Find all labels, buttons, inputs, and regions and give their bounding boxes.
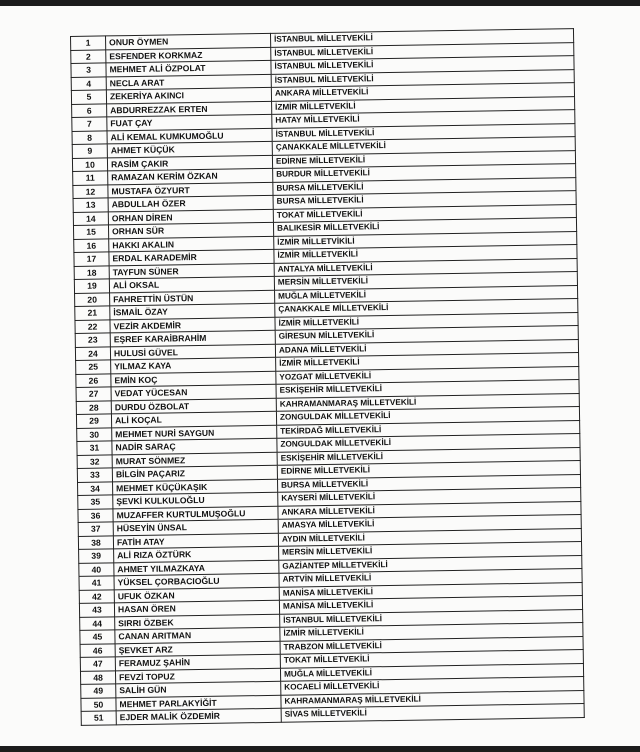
- deputy-province: ÇANAKKALE MİLLETVEKİLİ: [272, 137, 575, 155]
- row-number: 14: [73, 211, 108, 225]
- row-number: 35: [78, 495, 113, 509]
- row-number: 16: [74, 238, 109, 252]
- row-number: 29: [76, 414, 111, 428]
- deputy-name: MEHMET NURİ SAYGUN: [112, 425, 277, 441]
- deputy-province: AMASYA MİLLETVEKİLİ: [278, 515, 581, 533]
- row-number: 30: [77, 427, 112, 441]
- row-number: 41: [79, 576, 114, 590]
- deputy-name: ŞEVKET ARZ: [115, 641, 280, 657]
- deputy-name: MEHMET KÜÇÜKAŞIK: [113, 479, 278, 495]
- row-number: 27: [76, 387, 111, 401]
- deputy-province: EDİRNE MİLLETVEKİLİ: [272, 150, 575, 168]
- deputy-name: ALİ KOÇAL: [111, 411, 276, 427]
- deputy-name: UFUK ÖZKAN: [114, 587, 279, 603]
- row-number: 37: [78, 522, 113, 536]
- row-number: 8: [72, 130, 107, 144]
- deputy-name: RASİM ÇAKIR: [107, 155, 272, 171]
- deputy-name: NECLA ARAT: [106, 74, 271, 90]
- deputy-province: AYDIN MİLLETVEKİLİ: [278, 528, 581, 546]
- deputy-province: BURSA MİLLETVEKİLİ: [273, 177, 576, 195]
- deputy-province: İSTANBUL MİLLETVEKİLİ: [271, 56, 574, 74]
- deputy-name: ESFENDER KORKMAZ: [106, 47, 271, 63]
- deputy-name: HAKKI AKALIN: [109, 236, 274, 252]
- row-number: 25: [76, 360, 111, 374]
- deputy-province: ZONGULDAK MİLLETVEKİLİ: [276, 407, 579, 425]
- row-number: 38: [78, 535, 113, 549]
- row-number: 13: [73, 198, 108, 212]
- deputy-name: ZEKERİYA AKINCI: [106, 87, 271, 103]
- deputy-province: İSTANBUL MİLLETVEKİLİ: [270, 29, 573, 47]
- deputy-name: ABDULLAH ÖZER: [108, 195, 273, 211]
- row-number: 40: [79, 562, 114, 576]
- deputy-name: YÜKSEL ÇORBACIOĞLU: [114, 573, 279, 589]
- deputy-province: KAHRAMANMARAŞ MİLLETVEKİLİ: [276, 393, 579, 411]
- deputy-province: İZMİR MİLLETVEKİLİ: [272, 96, 575, 114]
- deputy-province: ESKİŞEHİR MİLLETVEKİLİ: [277, 447, 580, 465]
- deputy-name: FAHRETTİN ÜSTÜN: [110, 290, 275, 306]
- row-number: 5: [71, 90, 106, 104]
- deputy-province: SİVAS MİLLETVEKİLİ: [281, 704, 584, 722]
- deputy-name: ALİ RIZA ÖZTÜRK: [114, 546, 279, 562]
- row-number: 3: [71, 63, 106, 77]
- deputy-name: FEVZİ TOPUZ: [115, 668, 280, 684]
- deputy-province: KOCAELİ MİLLETVEKİLİ: [281, 677, 584, 695]
- deputy-province: EDİRNE MİLLETVEKİLİ: [277, 461, 580, 479]
- deputy-name: ORHAN DİREN: [108, 209, 273, 225]
- deputy-name: MURAT SÖNMEZ: [112, 452, 277, 468]
- row-number: 28: [76, 400, 111, 414]
- deputy-name: ALİ KEMAL KUMKUMOĞLU: [107, 128, 272, 144]
- row-number: 43: [79, 603, 114, 617]
- row-number: 26: [76, 373, 111, 387]
- deputy-province: İZMİR MİLLETVEKİLİ: [275, 312, 578, 330]
- row-number: 33: [77, 468, 112, 482]
- row-number: 10: [72, 157, 107, 171]
- row-number: 51: [81, 711, 116, 725]
- deputy-province: ÇANAKKALE MİLLETVEKİLİ: [275, 299, 578, 317]
- deputy-province: BURDUR MİLLETVEKİLİ: [273, 164, 576, 182]
- deputy-name: TAYFUN SÜNER: [109, 263, 274, 279]
- deputy-name: EŞREF KARAİBRAHİM: [110, 330, 275, 346]
- deputy-name: DURDU ÖZBOLAT: [111, 398, 276, 414]
- row-number: 44: [80, 616, 115, 630]
- deputy-name: FUAT ÇAY: [107, 114, 272, 130]
- deputy-name: HULUSİ GÜVEL: [110, 344, 275, 360]
- row-number: 7: [72, 117, 107, 131]
- deputy-name: AHMET KÜÇÜK: [107, 141, 272, 157]
- deputy-name: MEHMET ALİ ÖZPOLAT: [106, 60, 271, 76]
- deputy-name: NADİR SARAÇ: [112, 438, 277, 454]
- row-number: 48: [80, 670, 115, 684]
- deputy-province: MERSİN MİLLETVEKİLİ: [274, 272, 577, 290]
- deputy-name: HÜSEYİN ÜNSAL: [113, 519, 278, 535]
- deputy-province: İSTANBUL MİLLETVEKİLİ: [280, 609, 583, 627]
- deputy-province: TOKAT MİLLETVEKİLİ: [280, 650, 583, 668]
- deputy-name: ABDURREZZAK ERTEN: [107, 101, 272, 117]
- deputy-name: FATİH ATAY: [113, 533, 278, 549]
- deputy-name: ŞEVKİ KULKULOĞLU: [113, 492, 278, 508]
- deputy-province: KAYSERİ MİLLETVEKİLİ: [278, 488, 581, 506]
- deputy-name: YILMAZ KAYA: [111, 357, 276, 373]
- row-number: 45: [80, 630, 115, 644]
- deputy-name: ERDAL KARADEMİR: [109, 249, 274, 265]
- deputy-province: MUĞLA MİLLETVEKİLİ: [280, 663, 583, 681]
- deputy-province: GAZİANTEP MİLLETVEKİLİ: [279, 555, 582, 573]
- deputy-province: GİRESUN MİLLETVEKİLİ: [275, 326, 578, 344]
- deputy-province: BALIKESİR MİLLETVEKİLİ: [273, 218, 576, 236]
- row-number: 12: [73, 184, 108, 198]
- deputies-table-body: [71, 29, 585, 725]
- deputy-province: ANTALYA MİLLETVEKİLİ: [274, 258, 577, 276]
- deputy-province: ESKİŞEHİR MİLLETVEKİLİ: [276, 380, 579, 398]
- deputy-name: ALİ OKSAL: [109, 276, 274, 292]
- row-number: 32: [77, 454, 112, 468]
- deputy-province: MERSİN MİLLETVEKİLİ: [279, 542, 582, 560]
- deputy-name: CANAN ARITMAN: [115, 627, 280, 643]
- row-number: 20: [75, 292, 110, 306]
- deputy-province: İZMİR MİLLETVEKİLİ: [280, 623, 583, 641]
- deputy-province: İZMİR MİLLETVEKİLİ: [276, 353, 579, 371]
- row-number: 46: [80, 643, 115, 657]
- deputy-province: ZONGULDAK MİLLETVEKİLİ: [277, 434, 580, 452]
- row-number: 18: [74, 265, 109, 279]
- deputy-province: BURSA MİLLETVEKİLİ: [277, 474, 580, 492]
- deputy-province: HATAY MİLLETVEKİLİ: [272, 110, 575, 128]
- row-number: 22: [75, 319, 110, 333]
- deputy-name: ONUR ÖYMEN: [106, 33, 271, 49]
- deputy-name: EMİN KOÇ: [111, 371, 276, 387]
- row-number: 6: [72, 103, 107, 117]
- row-number: 24: [75, 346, 110, 360]
- deputy-name: AHMET YILMAZKAYA: [114, 560, 279, 576]
- row-number: 15: [73, 225, 108, 239]
- row-number: 42: [79, 589, 114, 603]
- row-number: 49: [81, 684, 116, 698]
- row-number: 39: [79, 549, 114, 563]
- row-number: 47: [80, 657, 115, 671]
- deputy-province: TRABZON MİLLETVEKİLİ: [280, 636, 583, 654]
- deputy-province: İZMİR MİLLETVİKİLİ: [274, 231, 577, 249]
- row-number: 23: [75, 333, 110, 347]
- deputy-name: SALİH GÜN: [116, 681, 281, 697]
- deputy-province: TOKAT MİLLETVEKİLİ: [273, 204, 576, 222]
- deputy-name: HASAN ÖREN: [114, 600, 279, 616]
- row-number: 1: [71, 36, 106, 50]
- deputy-province: TEKİRDAĞ MİLLETVEKİLİ: [277, 420, 580, 438]
- row-number: 21: [75, 306, 110, 320]
- deputy-province: MANİSA MİLLETVEKİLİ: [279, 596, 582, 614]
- deputies-table: [70, 28, 585, 725]
- row-number: 2: [71, 49, 106, 63]
- deputy-province: KAHRAMANMARAŞ MİLLETVEKİLİ: [281, 690, 584, 708]
- row-number: 34: [78, 481, 113, 495]
- deputy-province: ANKARA MİLLETVEKİLİ: [278, 501, 581, 519]
- deputy-name: BİLGİN PAÇARIZ: [112, 465, 277, 481]
- document-page: [0, 6, 640, 746]
- deputy-province: MUĞLA MİLLETVEKİLİ: [275, 285, 578, 303]
- deputy-province: İSTANBUL MİLLETVEKİLİ: [272, 123, 575, 141]
- deputy-province: BURSA MİLLETVEKİLİ: [273, 191, 576, 209]
- deputy-name: MEHMET PARLAKYİĞİT: [116, 695, 281, 711]
- deputy-name: FERAMUZ ŞAHİN: [115, 654, 280, 670]
- deputy-name: VEZİR AKDEMİR: [110, 317, 275, 333]
- row-number: 19: [74, 279, 109, 293]
- row-number: 31: [77, 441, 112, 455]
- deputy-province: MANİSA MİLLETVEKİLİ: [279, 582, 582, 600]
- deputy-province: İZMİR MİLLETVEKİLİ: [274, 245, 577, 263]
- deputy-name: MUZAFFER KURTULMUŞOĞLU: [113, 506, 278, 522]
- deputy-name: VEDAT YÜCESAN: [111, 384, 276, 400]
- deputy-province: YOZGAT MİLLETVEKİLİ: [276, 366, 579, 384]
- deputy-province: ARTVİN MİLLETVEKİLİ: [279, 569, 582, 587]
- deputy-province: ADANA MİLLETVEKİLİ: [275, 339, 578, 357]
- deputy-name: RAMAZAN KERİM ÖZKAN: [108, 168, 273, 184]
- row-number: 4: [71, 76, 106, 90]
- deputy-name: SIRRI ÖZBEK: [115, 614, 280, 630]
- deputy-province: İSTANBUL MİLLETVEKİLİ: [271, 69, 574, 87]
- row-number: 11: [73, 171, 108, 185]
- deputy-name: MUSTAFA ÖZYURT: [108, 182, 273, 198]
- row-number: 36: [78, 508, 113, 522]
- row-number: 50: [81, 697, 116, 711]
- deputy-name: İSMAİL ÖZAY: [110, 303, 275, 319]
- deputy-name: EJDER MALİK ÖZDEMİR: [116, 708, 281, 724]
- row-number: 17: [74, 252, 109, 266]
- deputy-province: ANKARA MİLLETVEKİLİ: [271, 83, 574, 101]
- deputy-name: ORHAN SÜR: [108, 222, 273, 238]
- deputy-province: İSTANBUL MİLLETVEKİLİ: [271, 42, 574, 60]
- row-number: 9: [72, 144, 107, 158]
